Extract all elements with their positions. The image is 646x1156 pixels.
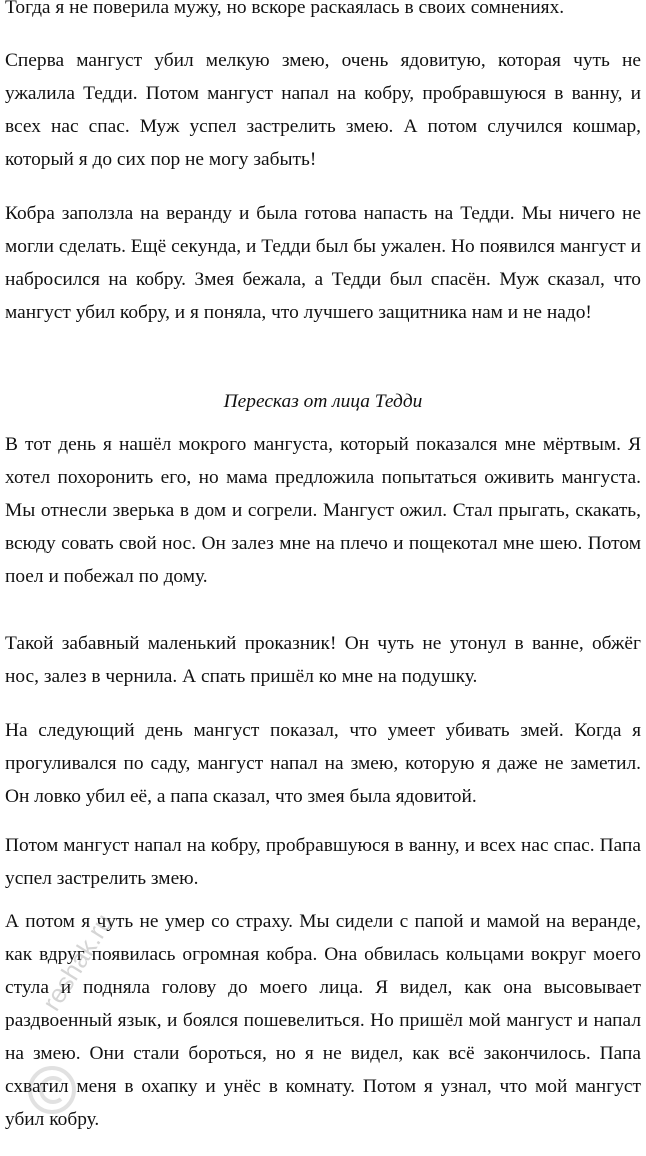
paragraph-5: Такой забавный маленький проказник! Он чуть не утонул в ванне, обжёг нос, залез в чернила. А спать пришёл ко мне на подушку. <box>5 633 641 687</box>
paragraph-7: Потом мангуст напал на кобру, пробравшуюся в ванну, и всех нас спас. Папа успел застрелить змею. <box>5 835 641 889</box>
watermark-text: reshak.ru <box>36 908 119 1016</box>
paragraph-8: А потом я чуть не умер со страху. Мы сидели с папой и мамой на веранде, как вдруг появилась огромная кобра. Она обвилась кольцами вокруг моего стула и подняла голову до моего лица. Я видел, как она высовывает раздвоенный язык, и боялся пошевелиться. Но пришёл мой мангуст и напал на змею. Они стали бороться, но я не видел, как всё закончилось. Папа схватил меня в охапку и унёс в комнату. Потом я узнал, что мой мангуст убил кобру. <box>5 911 641 1130</box>
paragraph-6: На следующий день мангуст показал, что умеет убивать змей. Когда я прогуливался по саду, мангуст напал на змею, которую я даже не заметил. Он ловко убил её, а папа сказал, что змея была ядовитой. <box>5 720 641 807</box>
paragraph-1: Тогда я не поверила мужу, но вскоре раскаялась в своих сомнениях. <box>5 0 565 18</box>
paragraph-3: Кобра заползла на веранду и была готова напасть на Тедди. Мы ничего не могли сделать. Ещё секунда, и Тедди был бы ужален. Но появился мангуст и набросился на кобру. Змея бежала, а Тедди был спасён. Муж сказал, что мангуст убил кобру, и я поняла, что лучшего защитника нам и не надо! <box>5 203 641 323</box>
section-heading: Пересказ от лица Тедди <box>223 391 423 412</box>
paragraph-2: Сперва мангуст убил мелкую змею, очень ядовитую, которая чуть не ужалила Тедди. Потом мангуст напал на кобру, пробравшуюся в ванну, и всех нас спас. Муж успел застрелить змею. А потом случился кошмар, который я до сих пор не могу забыть! <box>5 50 641 170</box>
paragraph-4: В тот день я нашёл мокрого мангуста, который показался мне мёртвым. Я хотел похоронить его, но мама предложила попытаться оживить мангуста. Мы отнесли зверька в дом и согрели. Мангуст ожил. Стал прыгать, скакать, всюду совать свой нос. Он залез мне на плечо и пощекотал мне шею. Потом поел и побежал по дому. <box>5 434 641 587</box>
